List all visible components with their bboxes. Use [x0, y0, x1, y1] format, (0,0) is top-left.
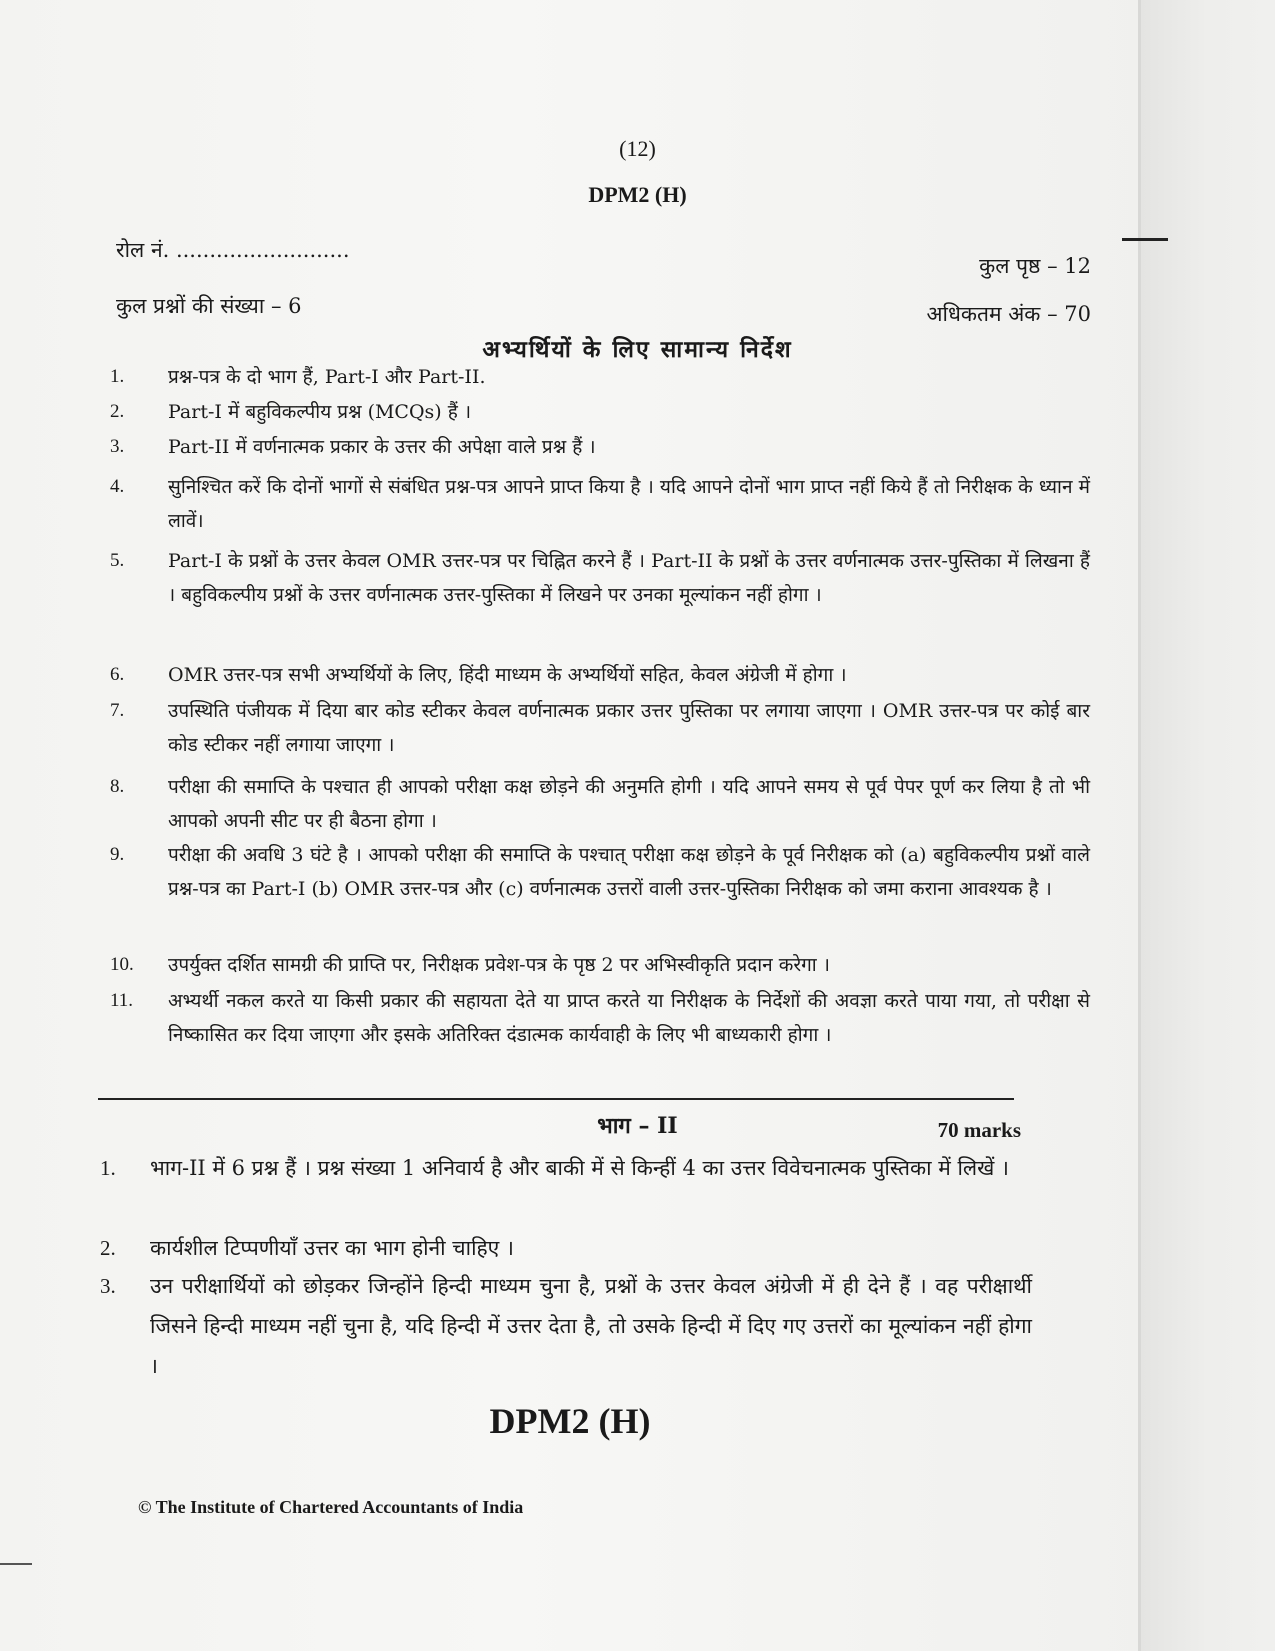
- instruction-text: Part-I के प्रश्नों के उत्तर केवल OMR उत्तर-पत्र पर चिह्नित करने हैं । Part-II के प्रश्नों के उत्तर वर्णनात्मक उत्तर-पुस्तिका में लिखना हैं । बहुविकल्पीय प्रश्नों के उत्तर वर्णनात्मक उत्तर-पुस्तिका में लिखने पर उनका मूल्यांकन नहीं होगा ।: [168, 550, 1090, 606]
- roll-number-field: रोल नं. ..........................: [116, 238, 350, 262]
- total-pages: कुल पृष्ठ – 12: [979, 254, 1091, 278]
- instruction-text: परीक्षा की समाप्ति के पश्चात ही आपको परीक्षा कक्ष छोड़ने की अनुमति होगी । यदि आपने समय से पूर्व पेपर पूर्ण कर लिया है तो भी आपको अपनी सीट पर ही बैठना होगा ।: [168, 776, 1090, 832]
- part-2-item-number: 3.: [100, 1274, 116, 1298]
- paper-code-bottom: DPM2 (H): [489, 1401, 651, 1441]
- section-divider: [98, 1098, 1014, 1100]
- paper-code-top: DPM2 (H): [588, 182, 687, 207]
- edge-mark: [1122, 238, 1168, 241]
- instruction-item: [110, 395, 1090, 429]
- part-2-item: [100, 1228, 1032, 1268]
- instruction-item: [110, 470, 1090, 538]
- part-2-item: [100, 1266, 1032, 1386]
- max-marks: अधिकतम अंक – 70: [926, 302, 1091, 326]
- instructions-heading: अभ्यर्थियों के लिए सामान्य निर्देश: [482, 336, 793, 363]
- instruction-text: अभ्यर्थी नकल करते या किसी प्रकार की सहायता देते या प्राप्त करते या निरीक्षक के निर्देशों की अवज्ञा करते पाया गया, तो परीक्षा से निष्कासित कर दिया जाएगा और इसके अतिरिक्त दंडात्मक कार्यवाही के लिए भी बाध्यकारी होगा ।: [168, 990, 1090, 1046]
- instruction-item: [110, 544, 1090, 612]
- page-number: (12): [619, 136, 656, 161]
- instruction-item: [110, 658, 1090, 692]
- instruction-number: 1.: [110, 366, 125, 387]
- part-2-item-number: 2.: [100, 1236, 116, 1260]
- instruction-item: [110, 948, 1090, 982]
- instruction-text: उपर्युक्त दर्शित सामग्री की प्राप्ति पर, निरीक्षक प्रवेश-पत्र के पृष्ठ 2 पर अभिस्वीकृति प्रदान करेगा ।: [168, 954, 830, 976]
- instruction-item: [110, 430, 1090, 464]
- part-2-item: [100, 1148, 1032, 1188]
- part-2-item-number: 1.: [100, 1156, 116, 1180]
- copyright-footer: © The Institute of Chartered Accountants of India: [138, 1497, 524, 1517]
- instruction-text: प्रश्न-पत्र के दो भाग हैं, Part-I और Part-II.: [168, 366, 486, 388]
- instruction-number: 3.: [110, 436, 125, 457]
- instruction-text: OMR उत्तर-पत्र सभी अभ्यर्थियों के लिए, हिंदी माध्यम के अभ्यर्थियों सहित, केवल अंग्रेजी में होगा ।: [168, 664, 847, 686]
- instruction-number: 5.: [110, 550, 125, 571]
- instruction-item: [110, 770, 1090, 838]
- part-2-marks: 70 marks: [937, 1118, 1021, 1142]
- total-questions: कुल प्रश्नों की संख्या – 6: [116, 294, 302, 318]
- instruction-number: 8.: [110, 776, 125, 797]
- instruction-number: 7.: [110, 700, 125, 721]
- instruction-number: 11.: [110, 990, 134, 1011]
- instruction-number: 6.: [110, 664, 125, 685]
- instruction-number: 4.: [110, 476, 125, 497]
- instruction-text: परीक्षा की अवधि 3 घंटे है । आपको परीक्षा की समाप्ति के पश्चात् परीक्षा कक्ष छोड़ने के पूर्व निरीक्षक को (a) बहुविकल्पीय प्रश्नों वाले प्रश्न-पत्र का Part-I (b) OMR उत्तर-पत्र और (c) वर्णनात्मक उत्तरों वाली उत्तर-पुस्तिका निरीक्षक को जमा कराना आवश्यक है ।: [168, 844, 1090, 900]
- page-edge-shadow: [1141, 0, 1275, 1651]
- part-2-item-text: भाग-II में 6 प्रश्न हैं । प्रश्न संख्या 1 अनिवार्य है और बाकी में से किन्हीं 4 का उत्तर विवेचनात्मक पुस्तिका में लिखें ।: [150, 1156, 1009, 1180]
- instruction-item: [110, 984, 1090, 1052]
- part-2-item-text: कार्यशील टिप्पणीयाँ उत्तर का भाग होनी चाहिए ।: [150, 1236, 514, 1260]
- instruction-number: 9.: [110, 844, 125, 865]
- part-2-item-text: उन परीक्षार्थियों को छोड़कर जिन्होंने हिन्दी माध्यम चुना है, प्रश्नों के उत्तर केवल अंग्रेजी में ही देने हैं । वह परीक्षार्थी जिसने हिन्दी माध्यम नहीं चुना है, यदि हिन्दी में उत्तर देता है, तो उसके हिन्दी में दिए गए उत्तरों का मूल्यांकन नहीं होगा ।: [150, 1274, 1032, 1378]
- instruction-number: 10.: [110, 954, 134, 975]
- left-margin-mark: [0, 1563, 32, 1565]
- instruction-text: Part-II में वर्णनात्मक प्रकार के उत्तर की अपेक्षा वाले प्रश्न हैं ।: [168, 436, 596, 458]
- instruction-item: [110, 694, 1090, 762]
- instruction-item: [110, 360, 1090, 394]
- instruction-number: 2.: [110, 401, 125, 422]
- instruction-item: [110, 838, 1090, 906]
- instruction-text: उपस्थिति पंजीयक में दिया बार कोड स्टीकर केवल वर्णनात्मक प्रकार उत्तर पुस्तिका पर लगाया जाएगा । OMR उत्तर-पत्र पर कोई बार कोड स्टीकर नहीं लगाया जाएगा ।: [168, 700, 1090, 756]
- instruction-text: Part-I में बहुविकल्पीय प्रश्न (MCQs) हैं ।: [168, 401, 472, 423]
- instruction-text: सुनिश्चित करें कि दोनों भागों से संबंधित प्रश्न-पत्र आपने प्राप्त किया है । यदि आपने दोनों भाग प्राप्त नहीं किये हैं तो निरीक्षक के ध्यान में लावें।: [168, 476, 1090, 532]
- part-2-heading: भाग – II: [597, 1113, 678, 1139]
